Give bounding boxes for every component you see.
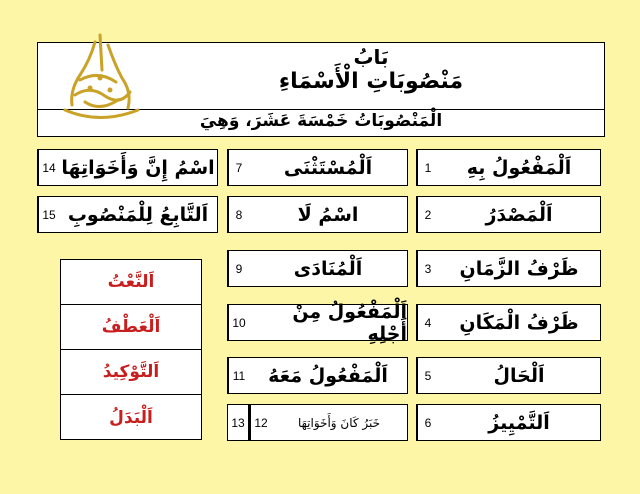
item-number: 2 [417,197,438,232]
item-number: 15 [38,197,59,232]
item-number: 9 [228,251,249,286]
list-item [227,357,408,394]
item-number: 4 [417,305,438,340]
chapter-title: مَنْصُوبَاتِ الْأَسْمَاءِ [278,69,464,94]
item-label: اَلْمَفْعُولُ بِهِ [466,156,572,179]
list-item [227,404,249,441]
item-number: 6 [417,405,438,440]
item-number: 3 [417,251,438,286]
item-label: اَلْمُنَادَى [293,257,363,280]
followers-list [60,259,202,440]
item-number: 12 [250,405,271,440]
list-item [416,250,601,287]
item-label: اسْمُ إِنَّ وَأَخَوَاتِهَا [61,156,215,179]
list-item [227,250,408,287]
item-label: اَلْحَالُ [493,364,545,387]
item-label: اَلْمَصْدَرُ [485,203,553,226]
item-number: 7 [228,150,249,185]
item-number: 11 [228,358,249,393]
item-number: 14 [38,150,59,185]
follower-item: اَلْعَطْفُ [61,305,201,350]
list-item [416,304,601,341]
item-number: 8 [228,197,249,232]
follower-item: اَلتَّوْكِيدُ [61,350,201,395]
list-item [416,196,601,233]
item-label: ظَرْفُ الْمَكَانِ [459,311,579,334]
item-number: 1 [417,150,438,185]
list-item [227,196,408,233]
list-item [416,357,601,394]
item-label: اسْمُ لَا [297,203,359,226]
item-label: اَلْمَفْعُولُ مِنْ أَجْلِهِ [292,300,407,345]
list-item [249,404,408,441]
item-number: 13 [231,415,245,430]
list-item [37,149,218,186]
item-number: 10 [228,305,249,340]
calligraphy-logo-icon [50,30,150,125]
item-label: ظَرْفُ الزَّمَانِ [459,257,579,280]
chapter-label: بَابُ [353,45,389,69]
item-label: اَلْمُسْتَثْنَى [283,156,373,179]
item-label: اَلْمَفْعُولُ مَعَهُ [268,364,388,387]
header-subtitle: الْمَنْصُوبَاتُ خَمْسَةَ عَشَرَ، وَهِيَ [199,111,443,131]
follower-item: اَلْبَدَلُ [109,407,153,428]
list-item [416,404,601,441]
item-label: خَبَرُ كَانَ وَأَخَوَاتِهَا [297,415,381,430]
list-item [227,149,408,186]
follower-item: اَلنَّعْتُ [61,260,201,305]
item-label: اَلتَّابِعُ لِلْمَنْصُوبِ [67,203,209,226]
item-label: اَلتَّمْيِيزُ [488,411,550,434]
item-number: 5 [417,358,438,393]
list-item [37,196,218,233]
list-item [227,300,408,345]
list-item [416,149,601,186]
